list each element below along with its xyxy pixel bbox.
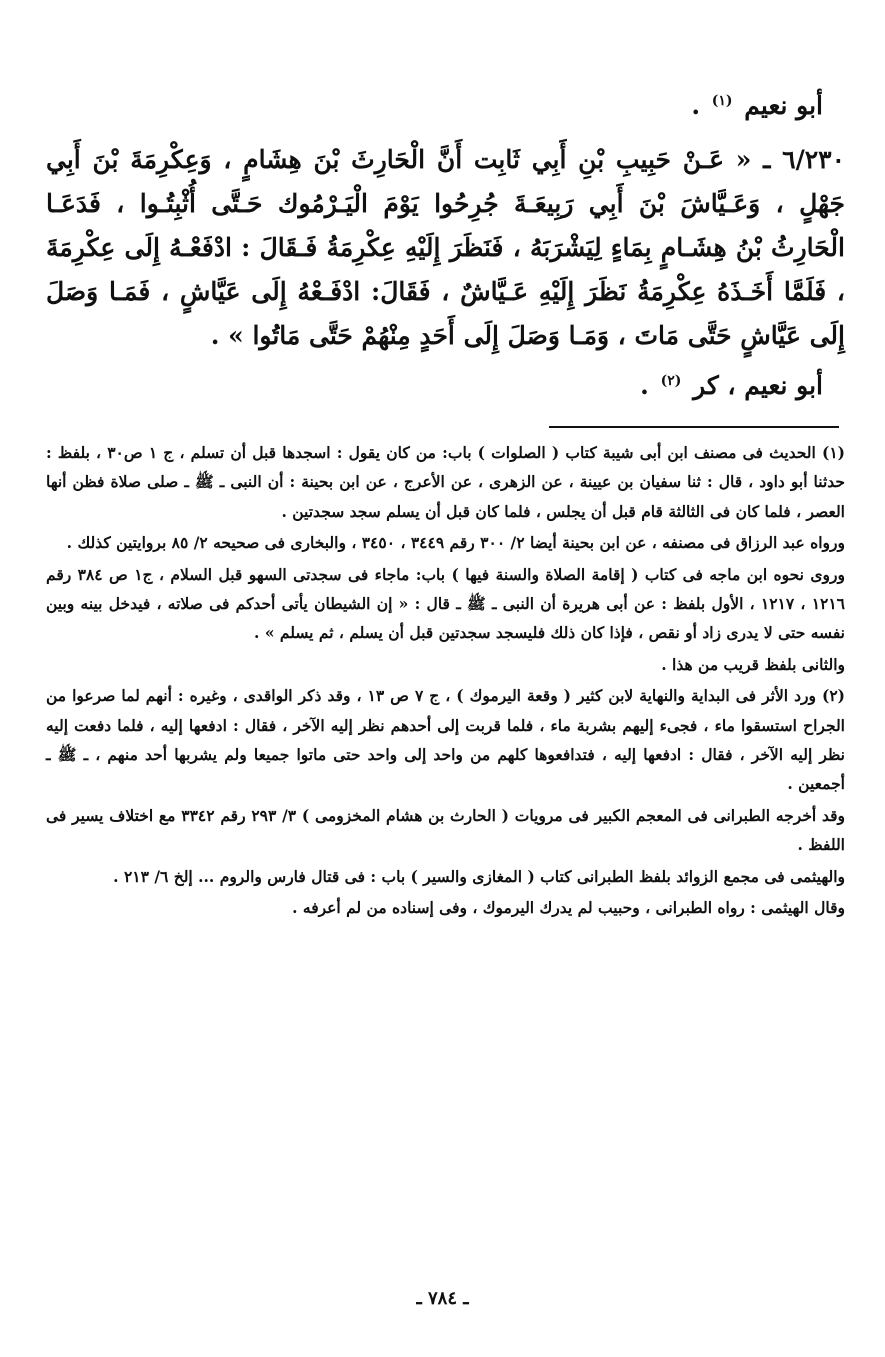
- document-page: [46, 78, 845, 1337]
- footnote-ref-1[interactable]: (١): [711, 92, 733, 109]
- footnote-paragraph: والهيثمى فى مجمع الزوائد بلفظ الطبرانى كتاب ( المغازى والسير ) باب : فى قتال فارس والروم ... إلخ ٦/ ٢١٣ .: [113, 866, 845, 886]
- page-number: ـ ٧٨٤ ـ: [416, 1288, 469, 1309]
- footnote-paragraph: وروى نحوه ابن ماجه فى كتاب ( إقامة الصلاة والسنة فيها ) باب: ماجاء فى سجدتى السهو قبل السلام ، ج١ ص ٣٨٤ رقم ١٢١٦ ، ١٢١٧ ، الأول بلفظ : عن أبى هريرة أن النبى ـ ﷺ ـ قال : « إن الشيطان يأتى أحدكم فى صلاته ، فيدخل بينه وبين نفسه حتى لا يدرى زاد أو نقص ، فإذا كان ذلك فليسجد سجدتين قبل أن يسلم ، ثم يسلم » .: [46, 564, 845, 643]
- footnote-ref-2[interactable]: (٢): [660, 372, 682, 389]
- source-line-2: [46, 364, 845, 408]
- main-text: [46, 84, 845, 408]
- source-name: أبو نعيم ، كر: [693, 371, 823, 400]
- footnote-paragraph: وقال الهيثمى : رواه الطبرانى ، وحبيب لم يدرك اليرموك ، وفى إسناده من لم أعرفه .: [292, 898, 845, 918]
- hadith-text: ٦/٢٣٠ ـ « عَـنْ حَبِيبِ بْنِ أَبِي ثَابِت أَنَّ الْحَارِثَ بْنَ هِشَامٍ ، وَعِكْرِمَةَ بْنَ أَبِي جَهْلٍ ، وَعَـيَّاشَ بْنَ أَبِي رَبِيعَـةَ جُرِحُوا يَوْمَ الْيَـرْمُوك حَـتَّى أُثْبِتُـوا ، فَدَعَـا الْحَارِثُ بْنُ هِشَـامٍ بِمَاءٍ لِيَشْرَبَهُ ، فَنَظَرَ إِلَيْهِ عِكْرِمَةُ فَـقَالَ : ادْفَعْـهُ إِلَى عِكْرِمَةَ ، فَلَمَّا أَخَـذَهُ عِكْرِمَةُ نَظَرَ إِلَيْهِ عَـيَّاشٌ ، فَقَالَ: ادْفَـعْهُ إِلَى عَيَّاشٍ ، فَمَـا وَصَلَ إِلَى عَيَّاشٍ حَتَّى مَاتَ ، وَمَـا وَصَلَ إِلَى أَحَدٍ مِنْهُمْ حَتَّى مَاتُوا » .: [46, 145, 845, 350]
- footnote-divider: [549, 426, 839, 428]
- footnotes: [46, 438, 845, 923]
- footnote-paragraph: (١) الحديث فى مصنف ابن أبى شيبة كتاب ( الصلوات ) باب: من كان يقول : اسجدها قبل أن تسلم ، ج ١ ص٣٠ ، بلفظ : حدثنا أبو داود ، قال : ثنا سفيان بن عيينة ، عن الزهرى ، عن الأعرج ، عن ابن بحينة : أن النبى ـ ﷺ ـ صلى صلاة فظن أنها العصر ، فلما كان فى الثالثة قام قبل أن يجلس ، فلما كان قبل أن يسلم سجد سجدتين .: [46, 443, 846, 521]
- period: .: [640, 371, 649, 400]
- footnote-paragraph: وقد أخرجه الطبرانى فى المعجم الكبير فى مرويات ( الحارث بن هشام المخزومى ) ٣/ ٢٩٣ رقم ٣٣٤٢ مع اختلاف يسير فى اللفظ .: [46, 805, 846, 855]
- footnote-paragraph: (٢) ورد الأثر فى البداية والنهاية لابن كثير ( وقعة اليرموك ) ، ج ٧ ص ١٣ ، وقد ذكر الواقدى ، وغيره : أنهم لما صرعوا من الجراح استسقوا ماء ، فجىء إليهم بشربة ماء ، فلما قربت إلى أحدهم نظر إليه الآخر ، فقال : ادفعها إليه ، فلما دفعت إليه نظر إليه الآخر ، فقال : ادفعها إليه ، فتدافعوها كلهم من واحد إلى واحد حتى ماتوا جميعا ولم يشربها أحد منهم ، ـ ﷺ ـ أجمعين .: [46, 686, 845, 794]
- source-name: أبو نعيم: [744, 91, 823, 120]
- period: .: [691, 91, 701, 120]
- footnote-paragraph: ورواه عبد الرزاق فى مصنفه ، عن ابن بحينة أيضا ٢/ ٣٠٠ رقم ٣٤٤٩ ، ٣٤٥٠ ، والبخارى فى صحيحه ٢/ ٨٥ بروايتين كذلك .: [66, 533, 845, 553]
- footnote-paragraph: والثانى بلفظ قريب من هذا .: [661, 654, 845, 674]
- source-line-1: [46, 84, 845, 128]
